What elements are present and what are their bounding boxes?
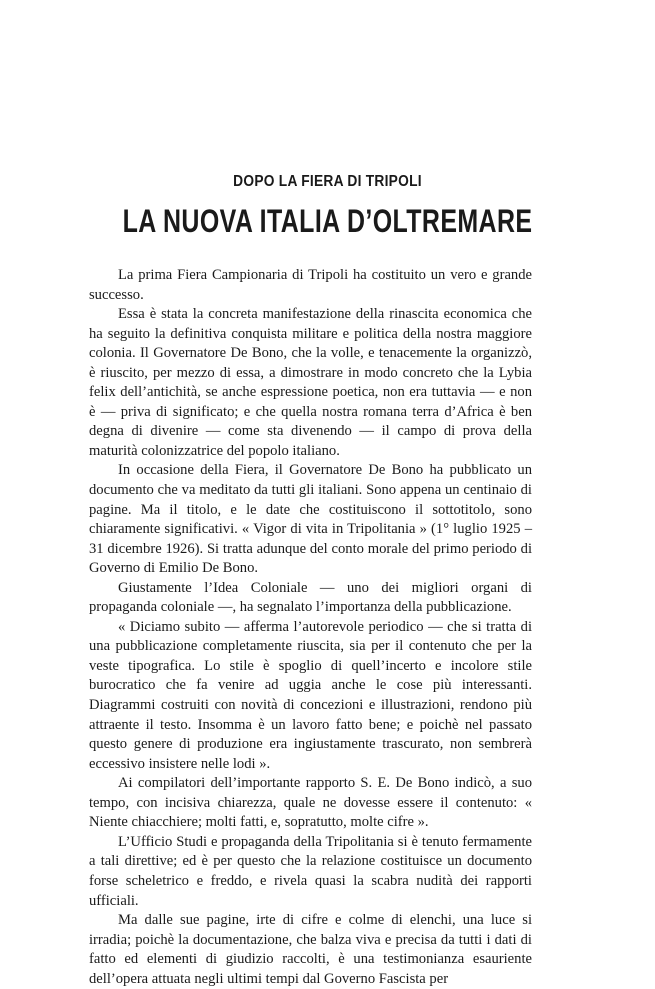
paragraph: « Diciamo subito — afferma l’autorevole periodico — che si tratta di una pubblicazione completamente riuscita, sia per il contenuto che per la veste tipografica. Lo stile è spoglio di quell’incerto e incolore stile burocratico che fa venire ad uggia anche le cose più interessanti. Diagrammi costruiti con novità di concezioni e illustrazioni, rendono più attraente il testo. Insomma è un lavoro fatto bene; e poichè nel passato questo genere di produzione era ingiustamente trascurato, non sembrerà eccessivo insistere nelle lodi ».: [89, 618, 532, 772]
paragraph: Ma dalle sue pagine, irte di cifre e colme di elenchi, una luce si irradia; poichè la documentazione, che balza viva e precisa da tutti i dati di fatto ed elementi di giudizio raccolti, è una testimonianza esauriente dell’opera attuata negli ultimi tempi dal Governo Fascista per: [89, 912, 532, 987]
paragraph: La prima Fiera Campionaria di Tripoli ha costituito un vero e grande successo.: [89, 267, 532, 303]
paragraph: In occasione della Fiera, il Governatore De Bono ha pubblicato un documento che va meditato da tutti gli italiani. Sono appena un centinaio di pagine. Ma il titolo, e le date che costituiscono il sottotitolo, sono chiaramente significativi. « Vigor di vita in Tripolitania » (1° luglio 1925 – 31 dicembre 1926). Si tratta adunque del conto morale del primo periodo di Governo di Emilio De Bono.: [89, 462, 532, 577]
article-body: [89, 266, 532, 989]
article-kicker: DOPO LA FIERA DI TRIPOLI: [233, 173, 422, 190]
paragraph: Essa è stata la concreta manifestazione della rinascita economica che ha seguito la definitiva conquista militare e politica della nostra maggiore colonia. Il Governatore De Bono, che la volle, e tenacemente la organizzò, è riuscito, per mezzo di essa, a dimostrare in modo concreto che la Lybia felix dell’antichità, se anche espressione poetica, non era tuttavia — e non è — priva di significato; e che quella nostra romana terra d’Africa è ben degna di divenire — come sta divenendo — il campo di prova della maturità colonizzatrice del popolo italiano.: [89, 306, 532, 459]
article-title: LA NUOVA ITALIA D’OLTREMARE: [122, 203, 533, 239]
paragraph: L’Ufficio Studi e propaganda della Tripolitania si è tenuto fermamente a tali direttive; ed è per questo che la relazione costituisce un documento forse scheletrico e freddo, e rivela quasi la scabra nudità dei rapporti ufficiali.: [89, 833, 532, 909]
paragraph: Ai compilatori dell’importante rapporto S. E. De Bono indicò, a suo tempo, con incisiva chiarezza, quale ne dovesse essere il contenuto: « Niente chiacchiere; molti fatti, e, sopratutto, molte cifre ».: [89, 775, 532, 831]
paragraph: Giustamente l’Idea Coloniale — uno dei migliori organi di propaganda coloniale —, ha segnalato l’importanza della pubblicazione.: [89, 579, 532, 616]
